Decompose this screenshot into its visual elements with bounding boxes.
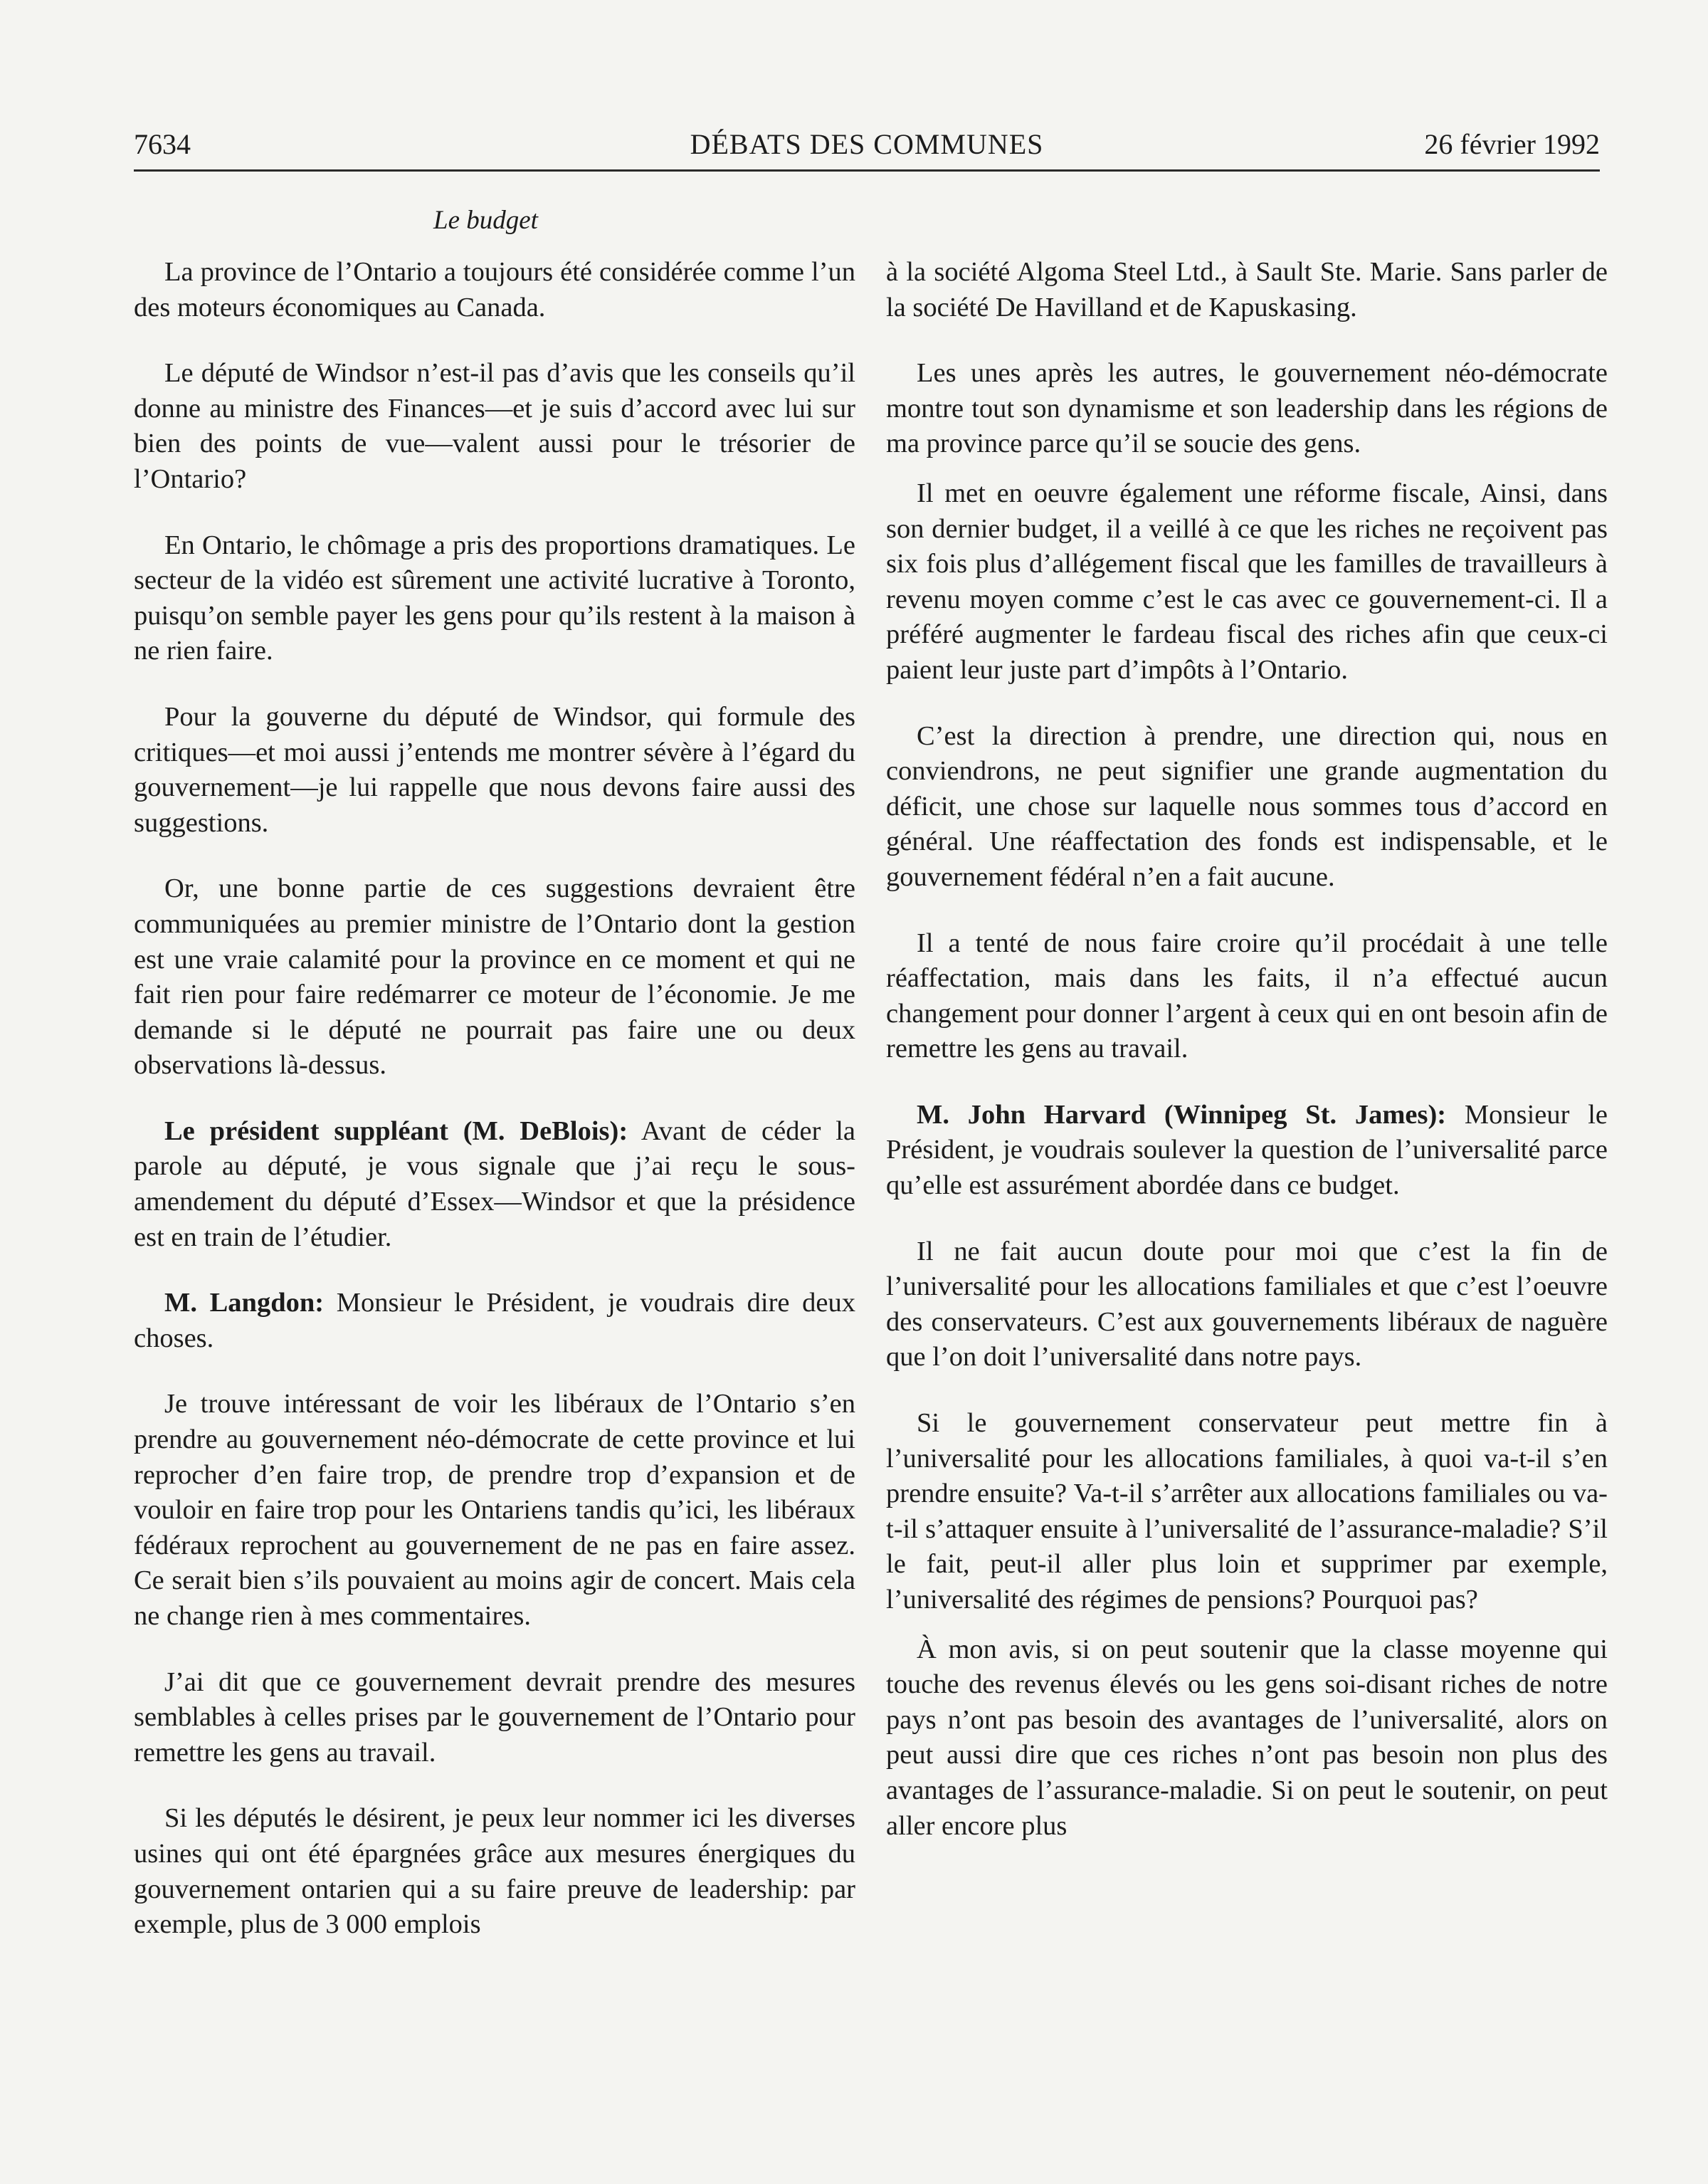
speaker-paragraph: M. John Harvard (Winnipeg St. James): Monsieur le Président, je voudrais soulever la question de l’universalité parce qu’elle est assurément abordée dans ce budget. (886, 1099, 1608, 1201)
paragraph-continuation: à la société Algoma Steel Ltd., à Sault Ste. Marie. Sans parler de la société De Havilland et de Kapuskasing. (886, 257, 1608, 322)
publication-date: 26 février 1992 (1424, 128, 1600, 160)
paragraph: À mon avis, si on peut soutenir que la classe moyenne qui touche des revenus élevés ou les gens soi-disant riches de notre pays n’ont pas besoin des avantages de l’universalité, alors on peut aussi dire que ces riches n’ont pas besoin non plus des avantages de l’assurance-maladie. Si on peut le soutenir, on peut aller encore plus (886, 1634, 1608, 1841)
paragraph: La province de l’Ontario a toujours été considérée comme l’un des moteurs économiques au Canada. (134, 257, 855, 322)
right-column (886, 255, 1608, 1844)
paragraph: Il a tenté de nous faire croire qu’il procédait à une telle réaffectation, mais dans les faits, il n’a effectué aucun changement pour donner l’argent à ceux qui en ont besoin afin de remettre les gens au travail. (886, 928, 1608, 1064)
paragraph: Le député de Windsor n’est-il pas d’avis que les conseils qu’il donne au ministre des Finances—et je suis d’accord avec lui sur bien des points de vue—valent aussi pour le trésorier de l’Ontario? (134, 358, 855, 494)
page-header (134, 127, 1600, 172)
speaker-paragraph: Le président suppléant (M. DeBlois): Avant de céder la parole au député, je vous signale que j’ai reçu le sous-amendement du député d’Essex—Windsor et que la présidence est en train de l’étudier. (134, 1115, 855, 1252)
page-number: 7634 (134, 128, 191, 160)
speaker-name: M. John Harvard (Winnipeg St. James): (917, 1099, 1447, 1130)
paragraph: Les unes après les autres, le gouvernement néo-démocrate montre tout son dynamisme et son leadership dans les régions de ma province parce qu’il se soucie des gens. (886, 358, 1608, 459)
paragraph: En Ontario, le chômage a pris des proportions dramatiques. Le secteur de la vidéo est sûrement une activité lucrative à Toronto, puisqu’on semble payer les gens pour qu’ils restent à la maison à ne rien faire. (134, 530, 855, 666)
speaker-name: M. Langdon: (164, 1288, 325, 1318)
paragraph: Or, une bonne partie de ces suggestions devraient être communiquées au premier ministre de l’Ontario dont la gestion est une vraie calamité pour la province en ce moment et qui ne fait rien pour faire redémarrer ce moteur de l’économie. Je me demande si le député ne pourrait pas faire une ou deux observations là-dessus. (134, 873, 855, 1081)
paragraph: Il met en oeuvre également une réforme fiscale, Ainsi, dans son dernier budget, il a veillé à ce que les riches ne reçoivent pas six fois plus d’allégement fiscal que les familles de travailleurs à revenu moyen comme c’est le cas avec ce gouvernement-ci. Il a préféré augmenter le fardeau fiscal des riches afin que ceux-ci paient leur juste part d’impôts à l’Ontario. (886, 478, 1608, 685)
paragraph: Si le gouvernement conservateur peut mettre fin à l’universalité pour les allocations familiales, à quoi va-t-il s’en prendre ensuite? Va-t-il s’arrêter aux allocations familiales ou va-t-il s’attaquer ensuite à l’universalité de l’assurance-maladie? S’il le fait, peut-il aller plus loin et supprimer par exemple, l’universalité des régimes de pensions? Pourquoi pas? (886, 1408, 1608, 1615)
paragraph: C’est la direction à prendre, une direction qui, nous en conviendrons, ne peut signifier une grande augmentation du déficit, une chose sur laquelle nous sommes tous d’accord en général. Une réaffectation des fonds est indispensable, et le gouvernement fédéral n’en a fait aucune. (886, 720, 1608, 892)
left-column (134, 255, 855, 1943)
paragraph: J’ai dit que ce gouvernement devrait prendre des mesures semblables à celles prises par le gouvernement de l’Ontario pour remettre les gens au travail. (134, 1666, 855, 1768)
paragraph: Il ne fait aucun doute pour moi que c’est la fin de l’universalité pour les allocations familiales et que c’est l’oeuvre des conservateurs. C’est aux gouvernements libéraux de naguère que l’on doit l’universalité dans notre pays. (886, 1236, 1608, 1372)
speaker-paragraph: M. Langdon: Monsieur le Président, je voudrais dire deux choses. (134, 1288, 855, 1353)
paragraph: Je trouve intéressant de voir les libéraux de l’Ontario s’en prendre au gouvernement néo-démocrate de cette province et lui reprocher d’en faire trop, de prendre trop d’expansion et de vouloir en faire trop pour les Ontariens tandis qu’ici, les libéraux fédéraux reprochent au gouvernement de ne pas en faire assez. Ce serait bien s’ils pouvaient au moins agir de concert. Mais cela ne change rien à mes commentaires. (134, 1389, 855, 1631)
speaker-name: Le président suppléant (M. DeBlois): (164, 1115, 628, 1146)
section-title: Le budget (433, 206, 538, 235)
paragraph: Pour la gouverne du député de Windsor, qui formule des critiques—et moi aussi j’entends me montrer sévère à l’égard du gouvernement—je lui rappelle que nous devons faire aussi des suggestions. (134, 701, 855, 838)
paragraph: Si les députés le désirent, je peux leur nommer ici les diverses usines qui ont été épargnées grâce aux mesures énergiques du gouvernement ontarien qui a su faire preuve de leadership: par exemple, plus de 3 000 emplois (134, 1803, 855, 1940)
journal-title: DÉBATS DES COMMUNES (690, 128, 1044, 160)
